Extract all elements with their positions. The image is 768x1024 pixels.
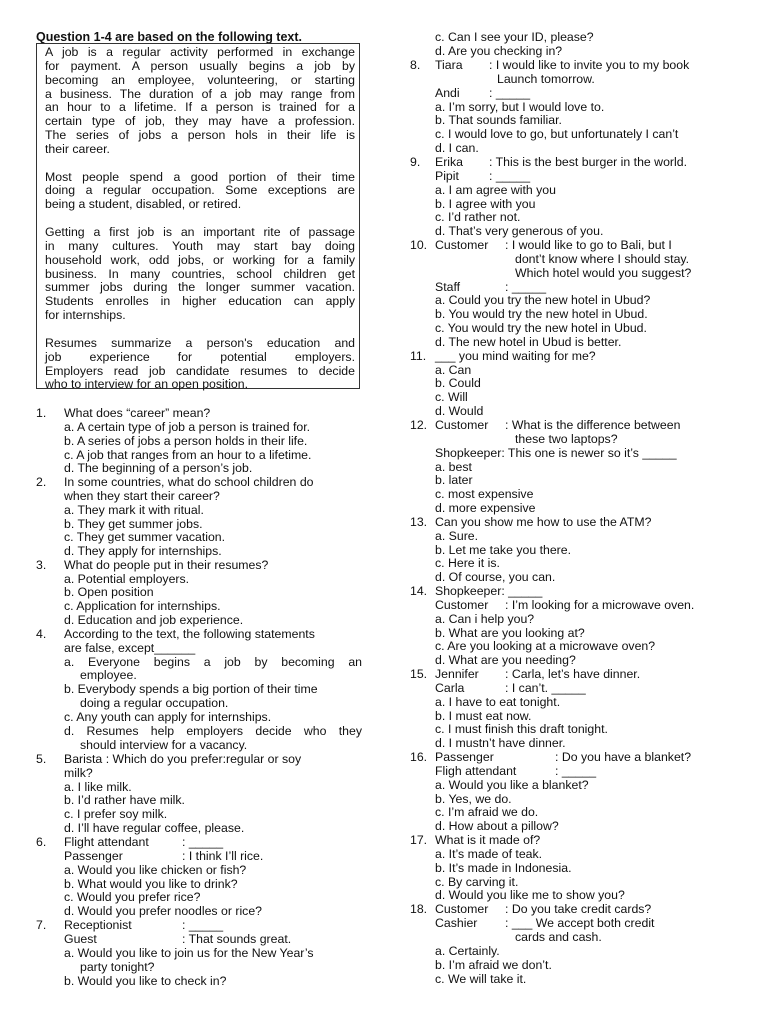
question-number: 17.	[410, 833, 428, 847]
question-number: 11.	[410, 349, 427, 363]
answer-option: c. most expensive	[435, 487, 534, 501]
answer-option: c. A job that ranges from an hour to a lifetime.	[64, 448, 312, 462]
answer-option: b. I’d rather have milk.	[64, 793, 185, 807]
question-text: Passenger	[64, 849, 123, 863]
question-text: Receptionist	[64, 918, 132, 932]
answer-option: a. Certainly.	[435, 944, 500, 958]
answer-option: c. I’m afraid we do.	[435, 805, 539, 819]
answer-option: b. Yes, we do.	[435, 792, 512, 806]
answer-option: c. Are you looking at a microwave oven?	[435, 639, 656, 653]
answer-option: d. They apply for internships.	[64, 544, 222, 558]
question-text: : Do you have a blanket?	[555, 750, 692, 764]
section-heading: Question 1-4 are based on the following text.	[36, 30, 303, 44]
passage-line: household work, odd jobs, or working for a family	[45, 253, 355, 267]
answer-option: d. How about a pillow?	[435, 819, 559, 833]
answer-option: b. I’m afraid we don’t.	[435, 958, 552, 972]
question-number: 3.	[36, 558, 47, 572]
question-text: In some countries, what do school children do	[64, 475, 314, 489]
question-number: 4.	[36, 627, 47, 641]
passage-line: Resumes summarize a person's education and	[45, 336, 355, 350]
passage-line: Most people spend a good portion of their time	[45, 170, 355, 184]
passage-line: A job is a regular activity performed in exchange	[45, 45, 355, 59]
question-text: What is it made of?	[435, 833, 541, 847]
passage-line: certain type of job, they may have a profession.	[45, 114, 355, 128]
question-text: : _____	[182, 835, 224, 849]
question-number: 6.	[36, 835, 47, 849]
answer-option: a. It’s made of teak.	[435, 847, 543, 861]
answer-option: a. Can i help you?	[435, 612, 535, 626]
question-text: Shopkeeper: This one is newer so it’s _____	[435, 446, 677, 460]
answer-option: b. They get summer jobs.	[64, 517, 203, 531]
passage-line: Getting a first job is an important rite of passage	[45, 225, 355, 239]
answer-option: a. Could you try the new hotel in Ubud?	[435, 293, 651, 307]
question-text: Pipit	[435, 169, 459, 183]
answer-option: a. best	[435, 460, 472, 474]
answer-option: c. They get summer vacation.	[64, 530, 226, 544]
answer-option: c. Any youth can apply for internships.	[64, 710, 272, 724]
question-number: 2.	[36, 475, 47, 489]
question-text: Carla	[435, 681, 465, 695]
answer-option: c. We will take it.	[435, 972, 527, 986]
question-text: these two laptops?	[515, 432, 618, 446]
question-text: : I’m looking for a microwave oven.	[505, 598, 695, 612]
answer-option: a. A certain type of job a person is trained for.	[64, 420, 311, 434]
answer-option: c. I must finish this draft tonight.	[435, 722, 608, 736]
question-text: Guest	[64, 932, 97, 946]
passage-line: The series of jobs a person hols in their life is	[45, 128, 355, 142]
answer-option: a. I am agree with you	[435, 183, 556, 197]
question-text: Barista : Which do you prefer:regular or soy	[64, 752, 302, 766]
answer-option: a. I’m sorry, but I would love to.	[435, 100, 605, 114]
answer-option: b. I agree with you	[435, 197, 536, 211]
answer-option: b. What are you looking at?	[435, 626, 585, 640]
answer-option: c. Application for internships.	[64, 599, 221, 613]
answer-option: b. A series of jobs a person holds in their life.	[64, 434, 308, 448]
question-text: Which hotel would you suggest?	[515, 266, 692, 280]
answer-option: b. It’s made in Indonesia.	[435, 861, 572, 875]
passage-line: becoming an employee, volunteering, or starting	[45, 73, 355, 87]
question-text: should interview for a vacancy.	[80, 738, 248, 752]
question-text: milk?	[64, 766, 93, 780]
question-text: Tiara	[435, 58, 463, 72]
question-text: According to the text, the following statements	[64, 627, 315, 641]
question-text: are false, except______	[64, 641, 196, 655]
question-text: : This is the best burger in the world.	[489, 155, 687, 169]
question-text: Passenger	[435, 750, 494, 764]
question-text: : That sounds great.	[182, 932, 292, 946]
answer-option: b. Open position	[64, 585, 154, 599]
question-text: when they start their career?	[64, 489, 220, 503]
question-text: employee.	[80, 668, 137, 682]
question-text: What do people put in their resumes?	[64, 558, 269, 572]
question-number: 7.	[36, 918, 47, 932]
question-text: : I can’t. _____	[505, 681, 586, 695]
question-text: : ___ We accept both credit	[505, 916, 655, 930]
question-text: Customer	[435, 598, 489, 612]
question-text: dont’t know where I should stay.	[515, 252, 690, 266]
question-text: Can you show me how to use the ATM?	[435, 515, 652, 529]
passage-line: in many cultures. Youth may start bay doing	[45, 239, 355, 253]
passage-line: their career.	[45, 142, 110, 156]
answer-option: b. That sounds familiar.	[435, 113, 562, 127]
answer-option: d. That’s very generous of you.	[435, 224, 604, 238]
question-text: Cashier	[435, 916, 478, 930]
answer-option: c. I’d rather not.	[435, 210, 521, 224]
question-text: : _____	[555, 764, 597, 778]
answer-option: b. later	[435, 473, 473, 487]
answer-option: a. They mark it with ritual.	[64, 503, 204, 517]
question-text: Shopkeeper: _____	[435, 584, 543, 598]
question-text: party tonight?	[80, 960, 155, 974]
answer-option: b. Everybody spends a big portion of their time	[64, 682, 318, 696]
question-text: Andi	[435, 86, 460, 100]
answer-option: a. Sure.	[435, 529, 479, 543]
question-number: 8.	[410, 58, 421, 72]
passage-line: who to interview for an open position.	[45, 377, 249, 391]
passage-line: business. In many countries, school children get	[45, 267, 355, 281]
answer-option: c. Would you prefer rice?	[64, 890, 201, 904]
question-text: Customer	[435, 418, 489, 432]
question-number: 15.	[410, 667, 428, 681]
passage-line: for payment. A person usually begins a job by	[45, 59, 355, 73]
answer-option: d. I can.	[435, 141, 479, 155]
answer-option: b. You would try the new hotel in Ubud.	[435, 307, 648, 321]
passage-line: job experience for potential employers.	[45, 350, 355, 364]
answer-option: a. Everyone begins a job by becoming an	[64, 655, 362, 669]
answer-option: c. Will	[435, 390, 468, 404]
question-text: Fligh attendant	[435, 764, 517, 778]
answer-option: a. Would you like a blanket?	[435, 778, 589, 792]
answer-option: d. Education and job experience.	[64, 613, 244, 627]
answer-option: d. Would you prefer noodles or rice?	[64, 904, 262, 918]
question-text: ___ you mind waiting for me?	[435, 349, 596, 363]
passage-line: summer jobs during the longer summer vacation.	[45, 280, 355, 294]
question-text: doing a regular occupation.	[80, 696, 229, 710]
passage-line: a business. The duration of a job may range from	[45, 87, 355, 101]
passage-line: being a student, disabled, or retired.	[45, 197, 242, 211]
question-text: : _____	[505, 280, 547, 294]
passage-line: Students enrolles in higher education can apply	[45, 294, 355, 308]
passage-line: Employers read job candidate resumes to decide	[45, 364, 355, 378]
answer-option: a. Would you like chicken or fish?	[64, 863, 247, 877]
answer-option: c. Can I see your ID, please?	[435, 30, 594, 44]
question-text: : I think I’ll rice.	[182, 849, 264, 863]
question-number: 18.	[410, 902, 428, 916]
question-text: Launch tomorrow.	[497, 72, 595, 86]
answer-option: d. Are you checking in?	[435, 44, 563, 58]
answer-option: d. Would	[435, 404, 484, 418]
answer-option: a. I like milk.	[64, 780, 132, 794]
question-number: 12.	[410, 418, 428, 432]
answer-option: d. I mustn’t have dinner.	[435, 736, 566, 750]
question-number: 9.	[410, 155, 421, 169]
answer-option: a. Potential employers.	[64, 572, 190, 586]
answer-option: c. By carving it.	[435, 875, 519, 889]
answer-option: c. I would love to go, but unfortunately I can’t	[435, 127, 679, 141]
question-number: 5.	[36, 752, 47, 766]
passage-line: an hour to a lifetime. If a person is trained for a	[45, 100, 355, 114]
passage-line: doing a regular occupation. Some exceptions are	[45, 183, 355, 197]
question-number: 16.	[410, 750, 428, 764]
answer-option: c. Here it is.	[435, 556, 500, 570]
question-text: Erika	[435, 155, 464, 169]
question-text: : _____	[182, 918, 224, 932]
question-text: What does “career” mean?	[64, 406, 211, 420]
answer-option: d. What are you needing?	[435, 653, 576, 667]
question-text: cards and cash.	[515, 930, 602, 944]
question-text: : I would like to go to Bali, but I	[505, 238, 672, 252]
question-text: : What is the difference between	[505, 418, 681, 432]
answer-option: d. Would you like me to show you?	[435, 888, 625, 902]
question-text: : _____	[489, 86, 531, 100]
question-text: Jennifer	[435, 667, 479, 681]
answer-option: d. The new hotel in Ubud is better.	[435, 335, 622, 349]
question-text: : Carla, let’s have dinner.	[505, 667, 641, 681]
question-number: 14.	[410, 584, 428, 598]
question-text: : _____	[489, 169, 531, 183]
answer-option: d. Resumes help employers decide who they	[64, 724, 362, 738]
question-text: Customer	[435, 238, 489, 252]
question-text: : I would like to invite you to my book	[489, 58, 690, 72]
answer-option: c. You would try the new hotel in Ubud.	[435, 321, 647, 335]
answer-option: b. I must eat now.	[435, 709, 532, 723]
answer-option: b. Could	[435, 376, 481, 390]
answer-option: b. Let me take you there.	[435, 543, 572, 557]
answer-option: c. I prefer soy milk.	[64, 807, 168, 821]
question-text: Customer	[435, 902, 489, 916]
question-number: 1.	[36, 406, 47, 420]
question-text: Flight attendant	[64, 835, 149, 849]
answer-option: d. The beginning of a person’s job.	[64, 461, 253, 475]
answer-option: d. Of course, you can.	[435, 570, 556, 584]
answer-option: d. I’ll have regular coffee, please.	[64, 821, 245, 835]
answer-option: b. Would you like to check in?	[64, 974, 227, 988]
answer-option: b. What would you like to drink?	[64, 877, 238, 891]
answer-option: a. Would you like to join us for the New Year’s	[64, 946, 314, 960]
answer-option: d. more expensive	[435, 501, 536, 515]
answer-option: a. Can	[435, 363, 472, 377]
answer-option: a. I have to eat tonight.	[435, 695, 561, 709]
question-text: : Do you take credit cards?	[505, 902, 652, 916]
question-number: 13.	[410, 515, 428, 529]
question-number: 10.	[410, 238, 428, 252]
passage-line: for internships.	[45, 308, 126, 322]
question-text: Staff	[435, 280, 461, 294]
